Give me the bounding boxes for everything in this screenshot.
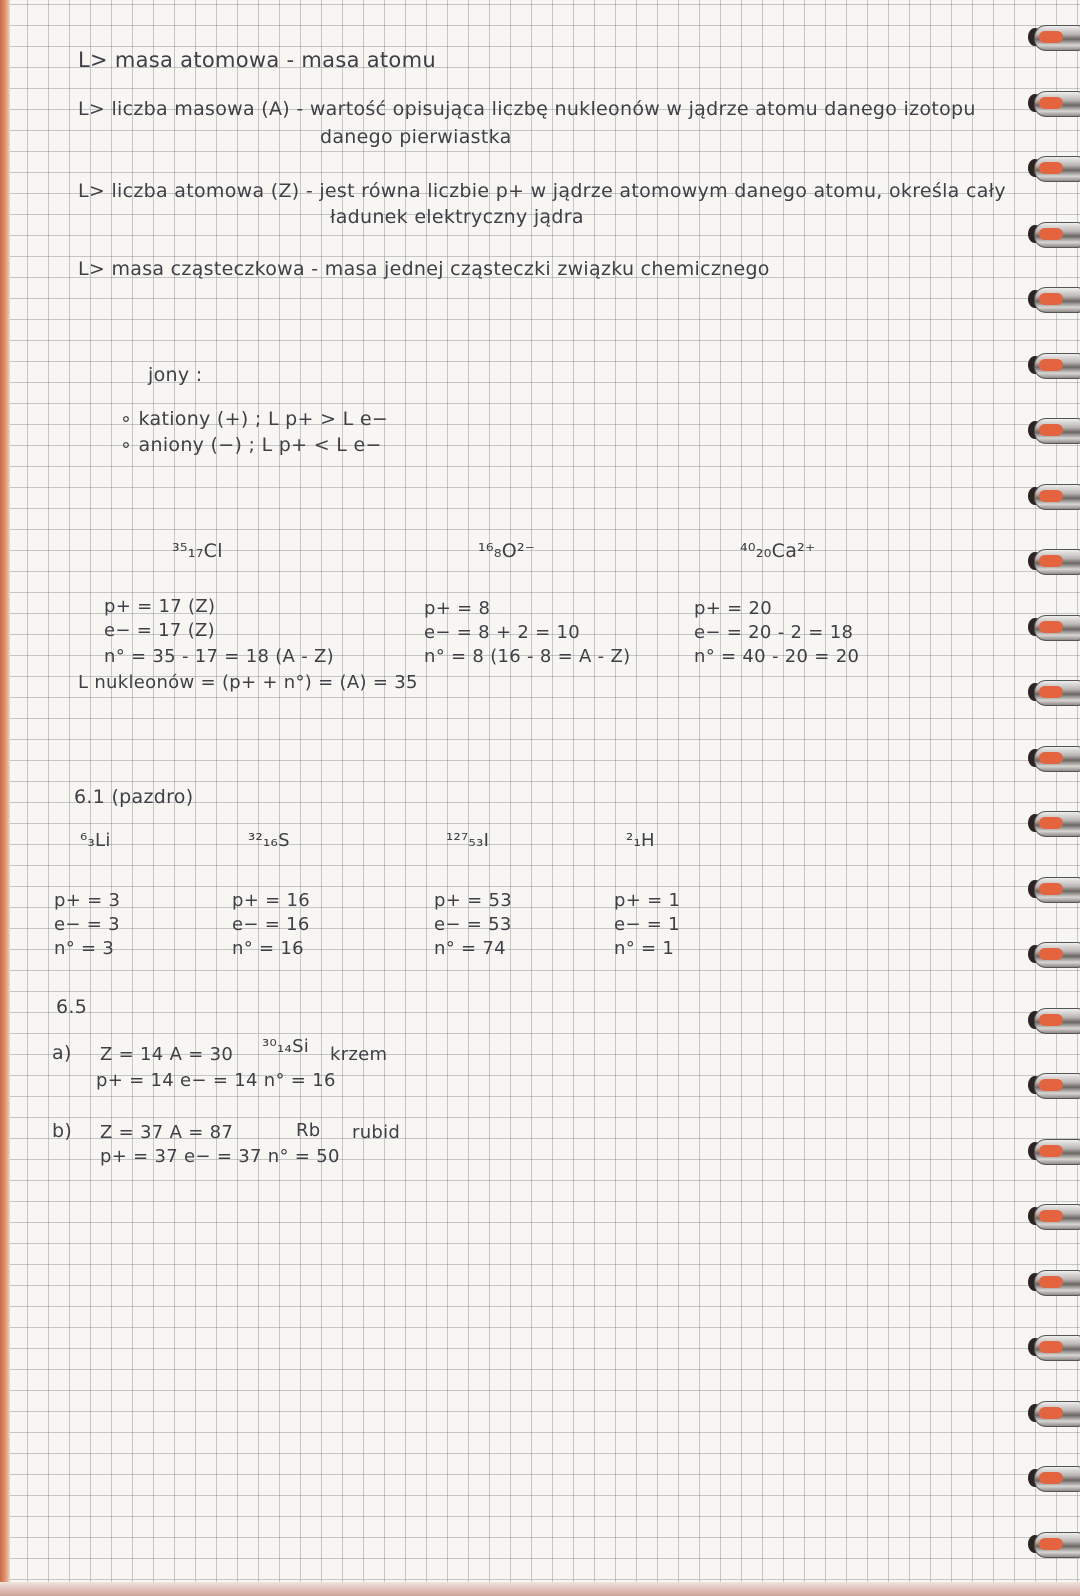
spiral-ring [1026, 677, 1080, 707]
definition-mass-number: L> liczba masowa (A) - wartość opisująca liczbę nukleonów w jądrze atomu danego izotopu [78, 98, 976, 120]
page-bottom-edge [0, 1582, 1080, 1596]
cl-neutrons: n° = 35 - 17 = 18 (A - Z) [104, 646, 334, 667]
element-name-rb: rubid [352, 1122, 401, 1143]
spiral-ring [1026, 1136, 1080, 1166]
part-b-label: b) [52, 1120, 73, 1142]
definition-mass-number-cont: danego pierwiastka [320, 126, 512, 148]
part-a-z-a: Z = 14 A = 30 [100, 1044, 234, 1065]
symbol-ca: ⁴⁰₂₀Ca²⁺ [740, 540, 816, 562]
spiral-ring [1026, 1463, 1080, 1493]
spiral-ring [1026, 88, 1080, 118]
spiral-ring [1026, 939, 1080, 969]
spiral-ring [1026, 350, 1080, 380]
spiral-ring [1026, 743, 1080, 773]
ca-electrons: e− = 20 - 2 = 18 [694, 622, 854, 643]
symbol-o: ¹⁶₈O²⁻ [478, 540, 536, 562]
li-protons: p+ = 3 [54, 890, 121, 911]
spiral-ring [1026, 612, 1080, 642]
ions-anions: ∘ aniony (−) ; L p+ < L e− [120, 434, 382, 456]
spiral-ring [1026, 219, 1080, 249]
o-electrons: e− = 8 + 2 = 10 [424, 622, 581, 643]
definition-molecular-mass: L> masa cząsteczkowa - masa jednej cząsteczki związku chemicznego [78, 258, 770, 280]
i-neutrons: n° = 74 [434, 938, 506, 959]
exercise-6-5-title: 6.5 [56, 996, 88, 1018]
i-protons: p+ = 53 [434, 890, 513, 911]
symbol-s: ³²₁₆S [248, 830, 290, 851]
cl-nucleons: L nukleonów = (p+ + n°) = (A) = 35 [78, 672, 418, 693]
spiral-ring [1026, 284, 1080, 314]
part-b-z-a: Z = 37 A = 87 [100, 1122, 234, 1143]
cl-protons: p+ = 17 (Z) [104, 596, 216, 617]
page-left-edge [0, 0, 10, 1596]
symbol-cl: ³⁵₁₇Cl [172, 540, 223, 562]
o-protons: p+ = 8 [424, 598, 491, 619]
h-protons: p+ = 1 [614, 890, 681, 911]
o-neutrons: n° = 8 (16 - 8 = A - Z) [424, 646, 631, 667]
i-electrons: e− = 53 [434, 914, 512, 935]
ca-neutrons: n° = 40 - 20 = 20 [694, 646, 860, 667]
spiral-ring [1026, 1267, 1080, 1297]
li-neutrons: n° = 3 [54, 938, 115, 959]
cl-electrons: e− = 17 (Z) [104, 620, 215, 641]
definition-atomic-mass: L> masa atomowa - masa atomu [78, 48, 436, 72]
spiral-ring [1026, 1332, 1080, 1362]
spiral-ring [1026, 481, 1080, 511]
symbol-li: ⁶₃Li [80, 830, 111, 851]
symbol-h: ²₁H [626, 830, 655, 851]
definition-atomic-number-cont: ładunek elektryczny jądra [330, 206, 584, 228]
s-protons: p+ = 16 [232, 890, 311, 911]
s-neutrons: n° = 16 [232, 938, 304, 959]
spiral-ring [1026, 22, 1080, 52]
spiral-ring [1026, 1529, 1080, 1559]
ions-title: jony : [148, 364, 203, 386]
s-electrons: e− = 16 [232, 914, 310, 935]
part-a-particles: p+ = 14 e− = 14 n° = 16 [96, 1070, 336, 1091]
spiral-ring [1026, 546, 1080, 576]
definition-atomic-number: L> liczba atomowa (Z) - jest równa liczbie p+ w jądrze atomowym danego atomu, określa cały [78, 180, 1006, 202]
spiral-ring [1026, 1201, 1080, 1231]
spiral-ring [1026, 153, 1080, 183]
spiral-ring [1026, 1070, 1080, 1100]
part-b-particles: p+ = 37 e− = 37 n° = 50 [100, 1146, 340, 1167]
li-electrons: e− = 3 [54, 914, 120, 935]
ions-cations: ∘ kationy (+) ; L p+ > L e− [120, 408, 389, 430]
symbol-rb: Rb [296, 1120, 321, 1141]
symbol-i: ¹²⁷₅₃I [446, 830, 490, 851]
spiral-ring [1026, 808, 1080, 838]
element-name-si: krzem [330, 1044, 388, 1065]
h-neutrons: n° = 1 [614, 938, 675, 959]
h-electrons: e− = 1 [614, 914, 680, 935]
symbol-si: ³⁰₁₄Si [262, 1036, 310, 1057]
ca-protons: p+ = 20 [694, 598, 773, 619]
exercise-6-1-title: 6.1 (pazdro) [74, 786, 194, 808]
spiral-ring [1026, 1005, 1080, 1035]
spiral-ring [1026, 415, 1080, 445]
spiral-binding [1010, 0, 1080, 1596]
spiral-ring [1026, 1398, 1080, 1428]
part-a-label: a) [52, 1042, 72, 1064]
spiral-ring [1026, 874, 1080, 904]
